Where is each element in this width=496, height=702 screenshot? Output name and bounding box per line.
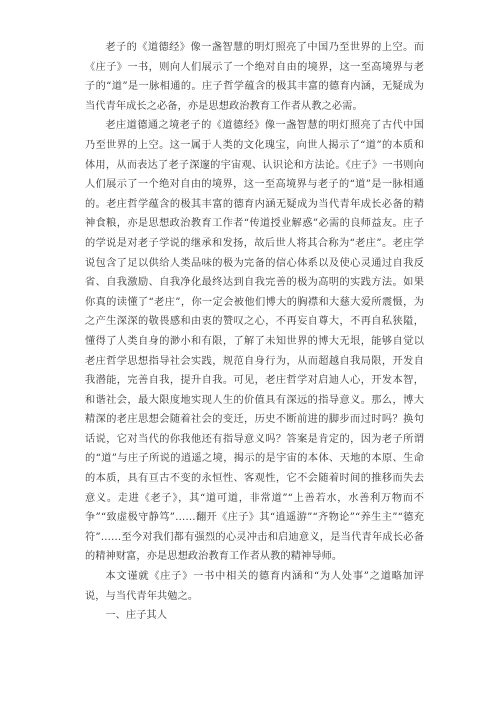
paragraph-purpose: 本文谨就《庄子》一书中相关的德育内涵和“为人处事”之道略加评说，与当代青年共勉之。 — [85, 571, 424, 602]
section-heading: 一、庄子其人 — [105, 610, 168, 622]
paragraph-main: 老庄道德通之境老子的《道德经》像一盏智慧的明灯照亮了古代中国乃至世界的上空。这一属于人类的文化瑰宝，向世人揭示了“道”的本质和体用，从而表达了老子深邃的宇宙观、认识论和方法论。《庄子》一书则向人们展示了一个绝对自由的境界，这一至高境界与老子的“道”是一脉相通的。老庄哲学蕴含的极其丰富的德育内涵无疑成为当代青年成长必备的精神食粮，亦是思想政治教育工作者“传道授业解惑”必需的良师益友。庄子的学说是对老子学说的继承和发扬，故后世人将其合称为“老庄”。老庄学说包含了足以供给人类品味的极为完备的信心体系以及使心灵通过自我反省、自我激励、自我净化最终达到自我完善的极为高明的实践方法。如果你真的读懂了“老庄”，你一定会被他们博大的胸襟和大慈大爱所震慑，为之产生深深的敬畏感和由衷的赞叹之心，不再妄自尊大，不再自私狭隘，懂得了人类自身的渺小和有限，了解了未知世界的博大无垠，能够自觉以老庄哲学思想指导社会实践，规范自身行为，从而超越自我局限，开发自我潜能，完善自我，提升自我。可见，老庄哲学对启迪人心，开发本智，和谐社会，最大限度地实现人生的价值具有深远的指导意义。那么，博大精深的老庄思想会随着社会的变迁，历史不断前进的脚步而过时吗？换句话说，它对当代的你我他还有指导意义吗？答案是肯定的，因为老子所谓的“道”与庄子所说的逍遥之境，揭示的是宇宙的本体、天地的本原、生命的本质，具有亘古不变的永恒性、客观性，它不会随着时间的推移而失去意义。走进《老子》，其“道可道，非常道”“上善若水，水善利万物而不争”“致虚极守静笃”……翻开《庄子》其“逍遥游”“齐物论”“养生主”“德充符”……至今对我们都有强烈的心灵冲击和启迪意义，是当代青年成长必备的精神财富，亦是思想政治教育工作者从教的精神导师。 — [85, 120, 424, 563]
paragraph-intro: 老子的《道德经》像一盏智慧的明灯照亮了中国乃至世界的上空。而《庄子》一书，则向人们展示了一个绝对自由的境界，这一至高境界与老子的“道”是一脉相通的。庄子哲学蕴含的极其丰富的德育内涵，无疑成为当代青年成长之必备，亦是思想政治教育工作者从教之必需。 — [85, 42, 424, 112]
